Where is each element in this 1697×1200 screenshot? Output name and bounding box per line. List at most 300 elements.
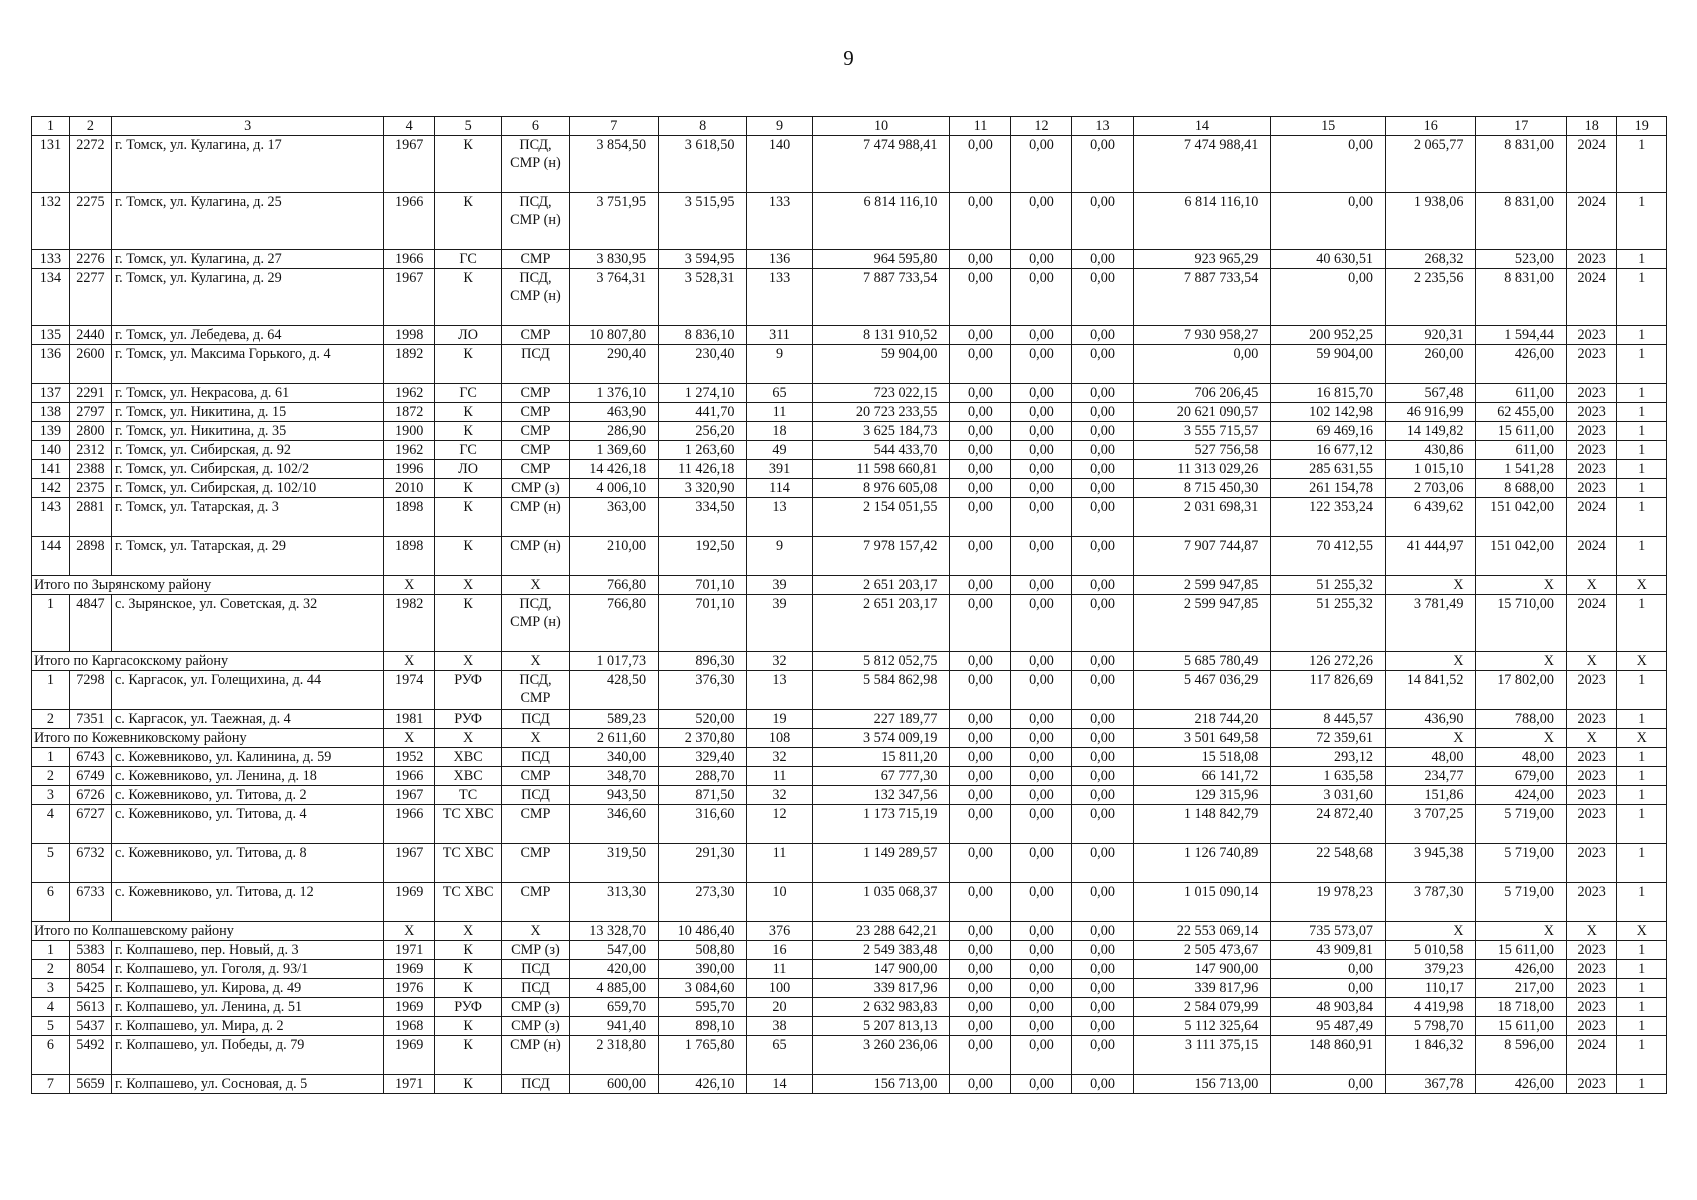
max-unit-cost-cell: 1 594,44: [1476, 326, 1566, 345]
stage-cell: 1: [1617, 1017, 1667, 1036]
subtotal-fund-1-cell: 0,00: [950, 652, 1011, 671]
total-area-cell: 420,00: [569, 960, 658, 979]
object-type-cell: К: [434, 345, 501, 384]
other-funds-cell: 8 445,57: [1271, 710, 1386, 729]
unit-cost-cell: 2 703,06: [1386, 479, 1476, 498]
total-area-cell: 4 006,10: [569, 479, 658, 498]
column-number-cell: 18: [1566, 117, 1617, 136]
owner-funds-cell: 147 900,00: [1133, 960, 1271, 979]
max-unit-cost-cell: 426,00: [1476, 1075, 1566, 1094]
owner-funds-cell: 20 621 090,57: [1133, 403, 1271, 422]
subtotal-fund-1-cell: 0,00: [950, 576, 1011, 595]
address-cell: с. Кожевниково, ул. Титова, д. 2: [111, 786, 384, 805]
unit-cost-cell: 367,78: [1386, 1075, 1476, 1094]
table-row: [32, 805, 1667, 844]
object-type-cell: ГС: [434, 384, 501, 403]
stage-cell: 1: [1617, 479, 1667, 498]
work-type-cell: СМР (н): [502, 1036, 569, 1075]
fund-3-cell: 0,00: [1072, 595, 1133, 652]
row-number-cell: 5: [32, 1017, 70, 1036]
subtotal-max-unit-cost-cell: Х: [1476, 922, 1566, 941]
build-year-cell: 1892: [384, 345, 435, 384]
object-type-cell: РУФ: [434, 671, 501, 710]
living-area-cell: 291,30: [659, 844, 747, 883]
subtotal-fund-2-cell: 0,00: [1011, 729, 1072, 748]
residents-cell: 65: [747, 1036, 812, 1075]
year-cell: 2023: [1566, 979, 1617, 998]
year-cell: 2023: [1566, 479, 1617, 498]
row-number-cell: 4: [32, 998, 70, 1017]
fund-1-cell: 0,00: [950, 883, 1011, 922]
subtotal-fund-2-cell: 0,00: [1011, 652, 1072, 671]
owner-funds-cell: 2 584 079,99: [1133, 998, 1271, 1017]
house-code-cell: 2312: [69, 441, 111, 460]
year-cell: 2024: [1566, 269, 1617, 326]
max-unit-cost-cell: 679,00: [1476, 767, 1566, 786]
table-row: [32, 460, 1667, 479]
subtotal-other-funds-cell: 735 573,07: [1271, 922, 1386, 941]
object-type-cell: ТС ХВС: [434, 883, 501, 922]
unit-cost-cell: 234,77: [1386, 767, 1476, 786]
subtotal-other-funds-cell: 51 255,32: [1271, 576, 1386, 595]
owner-funds-cell: 156 713,00: [1133, 1075, 1271, 1094]
table-row: [32, 269, 1667, 326]
fund-3-cell: 0,00: [1072, 422, 1133, 441]
subtotal-fund-2-cell: 0,00: [1011, 922, 1072, 941]
address-cell: с. Кожевниково, ул. Титова, д. 4: [111, 805, 384, 844]
owner-funds-cell: 3 111 375,15: [1133, 1036, 1271, 1075]
year-cell: 2023: [1566, 671, 1617, 710]
house-code-cell: 6727: [69, 805, 111, 844]
max-unit-cost-cell: 1 541,28: [1476, 460, 1566, 479]
subtotal-living-area-cell: 701,10: [659, 576, 747, 595]
stage-cell: 1: [1617, 422, 1667, 441]
table-row: [32, 537, 1667, 576]
living-area-cell: 8 836,10: [659, 326, 747, 345]
residents-cell: 13: [747, 498, 812, 537]
address-cell: г. Томск, ул. Сибирская, д. 92: [111, 441, 384, 460]
subtotal-fund-3-cell: 0,00: [1072, 576, 1133, 595]
owner-funds-cell: 3 555 715,57: [1133, 422, 1271, 441]
fund-2-cell: 0,00: [1011, 671, 1072, 710]
work-type-cell: СМР: [502, 384, 569, 403]
work-type-cell: ПСД: [502, 960, 569, 979]
column-number-row: [32, 117, 1667, 136]
row-number-cell: 7: [32, 1075, 70, 1094]
object-type-cell: РУФ: [434, 710, 501, 729]
address-cell: г. Томск, ул. Кулагина, д. 25: [111, 193, 384, 250]
unit-cost-cell: 3 781,49: [1386, 595, 1476, 652]
fund-3-cell: 0,00: [1072, 671, 1133, 710]
house-code-cell: 6749: [69, 767, 111, 786]
unit-cost-cell: 567,48: [1386, 384, 1476, 403]
address-cell: г. Томск, ул. Никитина, д. 15: [111, 403, 384, 422]
address-cell: г. Колпашево, ул. Мира, д. 2: [111, 1017, 384, 1036]
stage-cell: 1: [1617, 805, 1667, 844]
living-area-cell: 376,30: [659, 671, 747, 710]
row-number-cell: 133: [32, 250, 70, 269]
address-cell: г. Томск, ул. Кулагина, д. 27: [111, 250, 384, 269]
unit-cost-cell: 260,00: [1386, 345, 1476, 384]
max-unit-cost-cell: 8 688,00: [1476, 479, 1566, 498]
total-area-cell: 4 885,00: [569, 979, 658, 998]
object-type-cell: К: [434, 979, 501, 998]
fund-2-cell: 0,00: [1011, 326, 1072, 345]
total-area-cell: 3 751,95: [569, 193, 658, 250]
residents-cell: 114: [747, 479, 812, 498]
other-funds-cell: 22 548,68: [1271, 844, 1386, 883]
other-funds-cell: 0,00: [1271, 979, 1386, 998]
residents-cell: 140: [747, 136, 812, 193]
table-row: [32, 786, 1667, 805]
fund-1-cell: 0,00: [950, 269, 1011, 326]
subtotal-total-area-cell: 1 017,73: [569, 652, 658, 671]
row-number-cell: 144: [32, 537, 70, 576]
total-cost-cell: 8 976 605,08: [812, 479, 950, 498]
subtotal-year-cell: Х: [1566, 922, 1617, 941]
year-cell: 2023: [1566, 1075, 1617, 1094]
total-cost-cell: 7 887 733,54: [812, 269, 950, 326]
total-area-cell: 319,50: [569, 844, 658, 883]
build-year-cell: 1898: [384, 498, 435, 537]
residents-cell: 311: [747, 326, 812, 345]
max-unit-cost-cell: 8 596,00: [1476, 1036, 1566, 1075]
build-year-cell: 1967: [384, 786, 435, 805]
owner-funds-cell: 1 148 842,79: [1133, 805, 1271, 844]
subtotal-owner-funds-cell: 22 553 069,14: [1133, 922, 1271, 941]
other-funds-cell: 16 677,12: [1271, 441, 1386, 460]
living-area-cell: 288,70: [659, 767, 747, 786]
build-year-cell: 1981: [384, 710, 435, 729]
total-area-cell: 286,90: [569, 422, 658, 441]
stage-cell: 1: [1617, 941, 1667, 960]
year-cell: 2023: [1566, 748, 1617, 767]
total-cost-cell: 132 347,56: [812, 786, 950, 805]
row-number-cell: 140: [32, 441, 70, 460]
total-area-cell: 3 830,95: [569, 250, 658, 269]
column-number-cell: 11: [950, 117, 1011, 136]
table-row: [32, 136, 1667, 193]
total-area-cell: 463,90: [569, 403, 658, 422]
address-cell: г. Томск, ул. Кулагина, д. 29: [111, 269, 384, 326]
work-type-cell: ПСД: [502, 710, 569, 729]
subtotal-build-year-cell: Х: [384, 922, 435, 941]
fund-2-cell: 0,00: [1011, 960, 1072, 979]
total-area-cell: 547,00: [569, 941, 658, 960]
subtotal-fund-1-cell: 0,00: [950, 922, 1011, 941]
subtotal-owner-funds-cell: 2 599 947,85: [1133, 576, 1271, 595]
subtotal-object-type-cell: Х: [434, 576, 501, 595]
residents-cell: 20: [747, 998, 812, 1017]
subtotal-object-type-cell: Х: [434, 652, 501, 671]
row-number-cell: 6: [32, 1036, 70, 1075]
year-cell: 2023: [1566, 384, 1617, 403]
row-number-cell: 3: [32, 979, 70, 998]
table-row: [32, 595, 1667, 652]
fund-1-cell: 0,00: [950, 250, 1011, 269]
fund-2-cell: 0,00: [1011, 422, 1072, 441]
living-area-cell: 329,40: [659, 748, 747, 767]
object-type-cell: К: [434, 422, 501, 441]
owner-funds-cell: 2 599 947,85: [1133, 595, 1271, 652]
fund-1-cell: 0,00: [950, 786, 1011, 805]
address-cell: г. Томск, ул. Некрасова, д. 61: [111, 384, 384, 403]
address-cell: г. Томск, ул. Лебедева, д. 64: [111, 326, 384, 345]
work-type-cell: ПСД, СМР (н): [502, 136, 569, 193]
subtotal-work-type-cell: Х: [502, 652, 569, 671]
fund-1-cell: 0,00: [950, 1036, 1011, 1075]
row-number-cell: 1: [32, 671, 70, 710]
fund-1-cell: 0,00: [950, 710, 1011, 729]
build-year-cell: 1967: [384, 136, 435, 193]
stage-cell: 1: [1617, 883, 1667, 922]
table-row: [32, 250, 1667, 269]
living-area-cell: 441,70: [659, 403, 747, 422]
address-cell: с. Кожевниково, ул. Титова, д. 8: [111, 844, 384, 883]
stage-cell: 1: [1617, 384, 1667, 403]
stage-cell: 1: [1617, 786, 1667, 805]
other-funds-cell: 3 031,60: [1271, 786, 1386, 805]
subtotal-stage-cell: Х: [1617, 652, 1667, 671]
unit-cost-cell: 110,17: [1386, 979, 1476, 998]
subtotal-living-area-cell: 10 486,40: [659, 922, 747, 941]
other-funds-cell: 0,00: [1271, 960, 1386, 979]
subtotal-fund-2-cell: 0,00: [1011, 576, 1072, 595]
fund-3-cell: 0,00: [1072, 786, 1133, 805]
row-number-cell: 143: [32, 498, 70, 537]
fund-2-cell: 0,00: [1011, 710, 1072, 729]
build-year-cell: 1969: [384, 998, 435, 1017]
build-year-cell: 1971: [384, 1075, 435, 1094]
owner-funds-cell: 2 505 473,67: [1133, 941, 1271, 960]
owner-funds-cell: 339 817,96: [1133, 979, 1271, 998]
fund-3-cell: 0,00: [1072, 537, 1133, 576]
object-type-cell: К: [434, 1017, 501, 1036]
subtotal-year-cell: Х: [1566, 576, 1617, 595]
max-unit-cost-cell: 151 042,00: [1476, 498, 1566, 537]
work-type-cell: ПСД, СМР (н): [502, 595, 569, 652]
house-code-cell: 5492: [69, 1036, 111, 1075]
other-funds-cell: 95 487,49: [1271, 1017, 1386, 1036]
table-row: [32, 710, 1667, 729]
max-unit-cost-cell: 5 719,00: [1476, 844, 1566, 883]
fund-1-cell: 0,00: [950, 960, 1011, 979]
fund-1-cell: 0,00: [950, 537, 1011, 576]
fund-3-cell: 0,00: [1072, 326, 1133, 345]
total-area-cell: 290,40: [569, 345, 658, 384]
column-number-cell: 6: [502, 117, 569, 136]
total-cost-cell: 723 022,15: [812, 384, 950, 403]
living-area-cell: 898,10: [659, 1017, 747, 1036]
subtotal-max-unit-cost-cell: Х: [1476, 576, 1566, 595]
fund-3-cell: 0,00: [1072, 345, 1133, 384]
total-cost-cell: 2 632 983,83: [812, 998, 950, 1017]
build-year-cell: 1966: [384, 767, 435, 786]
stage-cell: 1: [1617, 710, 1667, 729]
object-type-cell: К: [434, 960, 501, 979]
fund-2-cell: 0,00: [1011, 537, 1072, 576]
living-area-cell: 701,10: [659, 595, 747, 652]
unit-cost-cell: 436,90: [1386, 710, 1476, 729]
fund-3-cell: 0,00: [1072, 883, 1133, 922]
total-cost-cell: 227 189,77: [812, 710, 950, 729]
object-type-cell: ТС: [434, 786, 501, 805]
table-row: [32, 883, 1667, 922]
total-cost-cell: 7 978 157,42: [812, 537, 950, 576]
object-type-cell: К: [434, 1036, 501, 1075]
subtotal-fund-3-cell: 0,00: [1072, 729, 1133, 748]
residents-cell: 133: [747, 193, 812, 250]
work-type-cell: ПСД: [502, 786, 569, 805]
build-year-cell: 1966: [384, 193, 435, 250]
owner-funds-cell: 7 930 958,27: [1133, 326, 1271, 345]
other-funds-cell: 1 635,58: [1271, 767, 1386, 786]
work-type-cell: СМР: [502, 460, 569, 479]
stage-cell: 1: [1617, 844, 1667, 883]
owner-funds-cell: 218 744,20: [1133, 710, 1271, 729]
table-row: [32, 1017, 1667, 1036]
address-cell: г. Томск, ул. Кулагина, д. 17: [111, 136, 384, 193]
max-unit-cost-cell: 426,00: [1476, 345, 1566, 384]
year-cell: 2023: [1566, 844, 1617, 883]
total-cost-cell: 3 625 184,73: [812, 422, 950, 441]
living-area-cell: 3 618,50: [659, 136, 747, 193]
max-unit-cost-cell: 62 455,00: [1476, 403, 1566, 422]
build-year-cell: 1968: [384, 1017, 435, 1036]
unit-cost-cell: 14 841,52: [1386, 671, 1476, 710]
owner-funds-cell: 1 015 090,14: [1133, 883, 1271, 922]
table-row: [32, 671, 1667, 710]
fund-3-cell: 0,00: [1072, 1075, 1133, 1094]
residents-cell: 14: [747, 1075, 812, 1094]
max-unit-cost-cell: 15 611,00: [1476, 422, 1566, 441]
column-number-cell: 10: [812, 117, 950, 136]
unit-cost-cell: 1 846,32: [1386, 1036, 1476, 1075]
fund-2-cell: 0,00: [1011, 136, 1072, 193]
living-area-cell: 1 263,60: [659, 441, 747, 460]
living-area-cell: 520,00: [659, 710, 747, 729]
total-area-cell: 600,00: [569, 1075, 658, 1094]
max-unit-cost-cell: 48,00: [1476, 748, 1566, 767]
residents-cell: 11: [747, 403, 812, 422]
fund-1-cell: 0,00: [950, 767, 1011, 786]
stage-cell: 1: [1617, 1036, 1667, 1075]
max-unit-cost-cell: 424,00: [1476, 786, 1566, 805]
total-cost-cell: 59 904,00: [812, 345, 950, 384]
other-funds-cell: 0,00: [1271, 269, 1386, 326]
fund-3-cell: 0,00: [1072, 960, 1133, 979]
house-code-cell: 2275: [69, 193, 111, 250]
object-type-cell: ГС: [434, 250, 501, 269]
residents-cell: 38: [747, 1017, 812, 1036]
fund-1-cell: 0,00: [950, 345, 1011, 384]
total-cost-cell: 147 900,00: [812, 960, 950, 979]
unit-cost-cell: 14 149,82: [1386, 422, 1476, 441]
total-cost-cell: 544 433,70: [812, 441, 950, 460]
fund-2-cell: 0,00: [1011, 786, 1072, 805]
total-area-cell: 363,00: [569, 498, 658, 537]
object-type-cell: К: [434, 595, 501, 652]
subtotal-total-cost-cell: 2 651 203,17: [812, 576, 950, 595]
stage-cell: 1: [1617, 595, 1667, 652]
object-type-cell: ХВС: [434, 748, 501, 767]
district-subtotal-row: [32, 922, 1667, 941]
total-area-cell: 348,70: [569, 767, 658, 786]
address-cell: г. Томск, ул. Сибирская, д. 102/2: [111, 460, 384, 479]
other-funds-cell: 261 154,78: [1271, 479, 1386, 498]
living-area-cell: 3 528,31: [659, 269, 747, 326]
total-cost-cell: 5 584 862,98: [812, 671, 950, 710]
row-number-cell: 4: [32, 805, 70, 844]
unit-cost-cell: 2 235,56: [1386, 269, 1476, 326]
stage-cell: 1: [1617, 326, 1667, 345]
subtotal-residents-cell: 108: [747, 729, 812, 748]
living-area-cell: 595,70: [659, 998, 747, 1017]
column-number-cell: 7: [569, 117, 658, 136]
object-type-cell: К: [434, 403, 501, 422]
subtotal-residents-cell: 376: [747, 922, 812, 941]
fund-2-cell: 0,00: [1011, 1075, 1072, 1094]
subtotal-total-area-cell: 2 611,60: [569, 729, 658, 748]
column-number-cell: 15: [1271, 117, 1386, 136]
object-type-cell: ГС: [434, 441, 501, 460]
subtotal-fund-3-cell: 0,00: [1072, 922, 1133, 941]
fund-2-cell: 0,00: [1011, 460, 1072, 479]
residents-cell: 10: [747, 883, 812, 922]
unit-cost-cell: 1 015,10: [1386, 460, 1476, 479]
total-area-cell: 10 807,80: [569, 326, 658, 345]
work-type-cell: СМР (з): [502, 998, 569, 1017]
other-funds-cell: 0,00: [1271, 1075, 1386, 1094]
table-row: [32, 384, 1667, 403]
year-cell: 2023: [1566, 710, 1617, 729]
year-cell: 2024: [1566, 537, 1617, 576]
house-code-cell: 2375: [69, 479, 111, 498]
subtotal-year-cell: Х: [1566, 729, 1617, 748]
year-cell: 2023: [1566, 767, 1617, 786]
row-number-cell: 5: [32, 844, 70, 883]
fund-3-cell: 0,00: [1072, 441, 1133, 460]
build-year-cell: 1967: [384, 844, 435, 883]
subtotal-build-year-cell: Х: [384, 652, 435, 671]
house-code-cell: 2881: [69, 498, 111, 537]
subtotal-object-type-cell: Х: [434, 729, 501, 748]
house-code-cell: 5659: [69, 1075, 111, 1094]
row-number-cell: 1: [32, 748, 70, 767]
row-number-cell: 6: [32, 883, 70, 922]
fund-2-cell: 0,00: [1011, 345, 1072, 384]
other-funds-cell: 69 469,16: [1271, 422, 1386, 441]
year-cell: 2024: [1566, 1036, 1617, 1075]
max-unit-cost-cell: 611,00: [1476, 441, 1566, 460]
address-cell: г. Колпашево, ул. Кирова, д. 49: [111, 979, 384, 998]
living-area-cell: 3 515,95: [659, 193, 747, 250]
district-subtotal-row: [32, 729, 1667, 748]
living-area-cell: 316,60: [659, 805, 747, 844]
year-cell: 2024: [1566, 498, 1617, 537]
living-area-cell: 334,50: [659, 498, 747, 537]
living-area-cell: 508,80: [659, 941, 747, 960]
build-year-cell: 1996: [384, 460, 435, 479]
stage-cell: 1: [1617, 441, 1667, 460]
living-area-cell: 230,40: [659, 345, 747, 384]
fund-3-cell: 0,00: [1072, 479, 1133, 498]
row-number-cell: 136: [32, 345, 70, 384]
total-area-cell: 313,30: [569, 883, 658, 922]
year-cell: 2024: [1566, 595, 1617, 652]
year-cell: 2023: [1566, 422, 1617, 441]
fund-1-cell: 0,00: [950, 326, 1011, 345]
